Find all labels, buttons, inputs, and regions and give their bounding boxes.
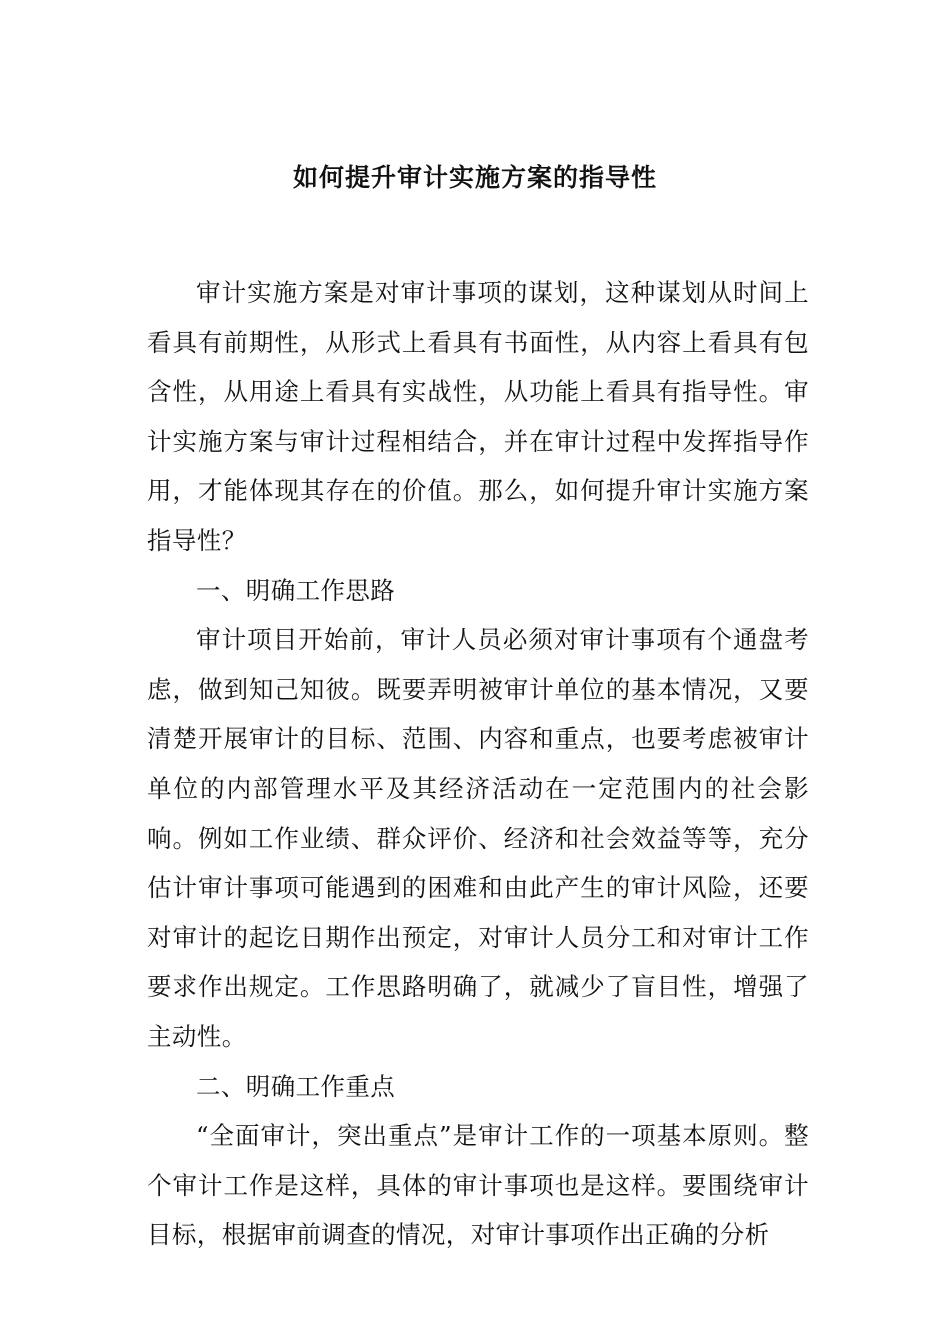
section-heading-2: 二、明确工作重点 <box>196 1071 396 1101</box>
document-title: 如何提升审计实施方案的指导性 <box>292 163 657 192</box>
paragraph-section-2: “全面审计，突出重点”是审计工作的一项基本原则。整个审计工作是这样，具体的审计事项也是这样。要围绕审计目标，根据审前调查的情况，对审计事项作出正确的分析 <box>147 1121 809 1250</box>
paragraph-intro: 审计实施方案是对审计事项的谋划，这种谋划从时间上看具有前期性，从形式上看具有书面性，从内容上看具有包含性，从用途上看具有实战性，从功能上看具有指导性。审计实施方案与审计过程相结合，并在审计过程中发挥指导作用，才能体现其存在的价值。那么，如何提升审计实施方案指导性？ <box>147 278 809 555</box>
paragraph-section-1: 审计项目开始前，审计人员必须对审计事项有个通盘考虑，做到知己知彼。既要弄明被审计单位的基本情况，又要清楚开展审计的目标、范围、内容和重点，也要考虑被审计单位的内部管理水平及其经济活动在一定范围内的社会影响。例如工作业绩、群众评价、经济和社会效益等等，充分估计审计事项可能遇到的困难和由此产生的审计风险，还要对审计的起讫日期作出预定，对审计人员分工和对审计工作要求作出规定。工作思路明确了，就减少了盲目性，增强了主动性。 <box>147 625 809 1051</box>
section-heading-1: 一、明确工作思路 <box>196 575 396 605</box>
document-body <box>147 268 809 1260</box>
